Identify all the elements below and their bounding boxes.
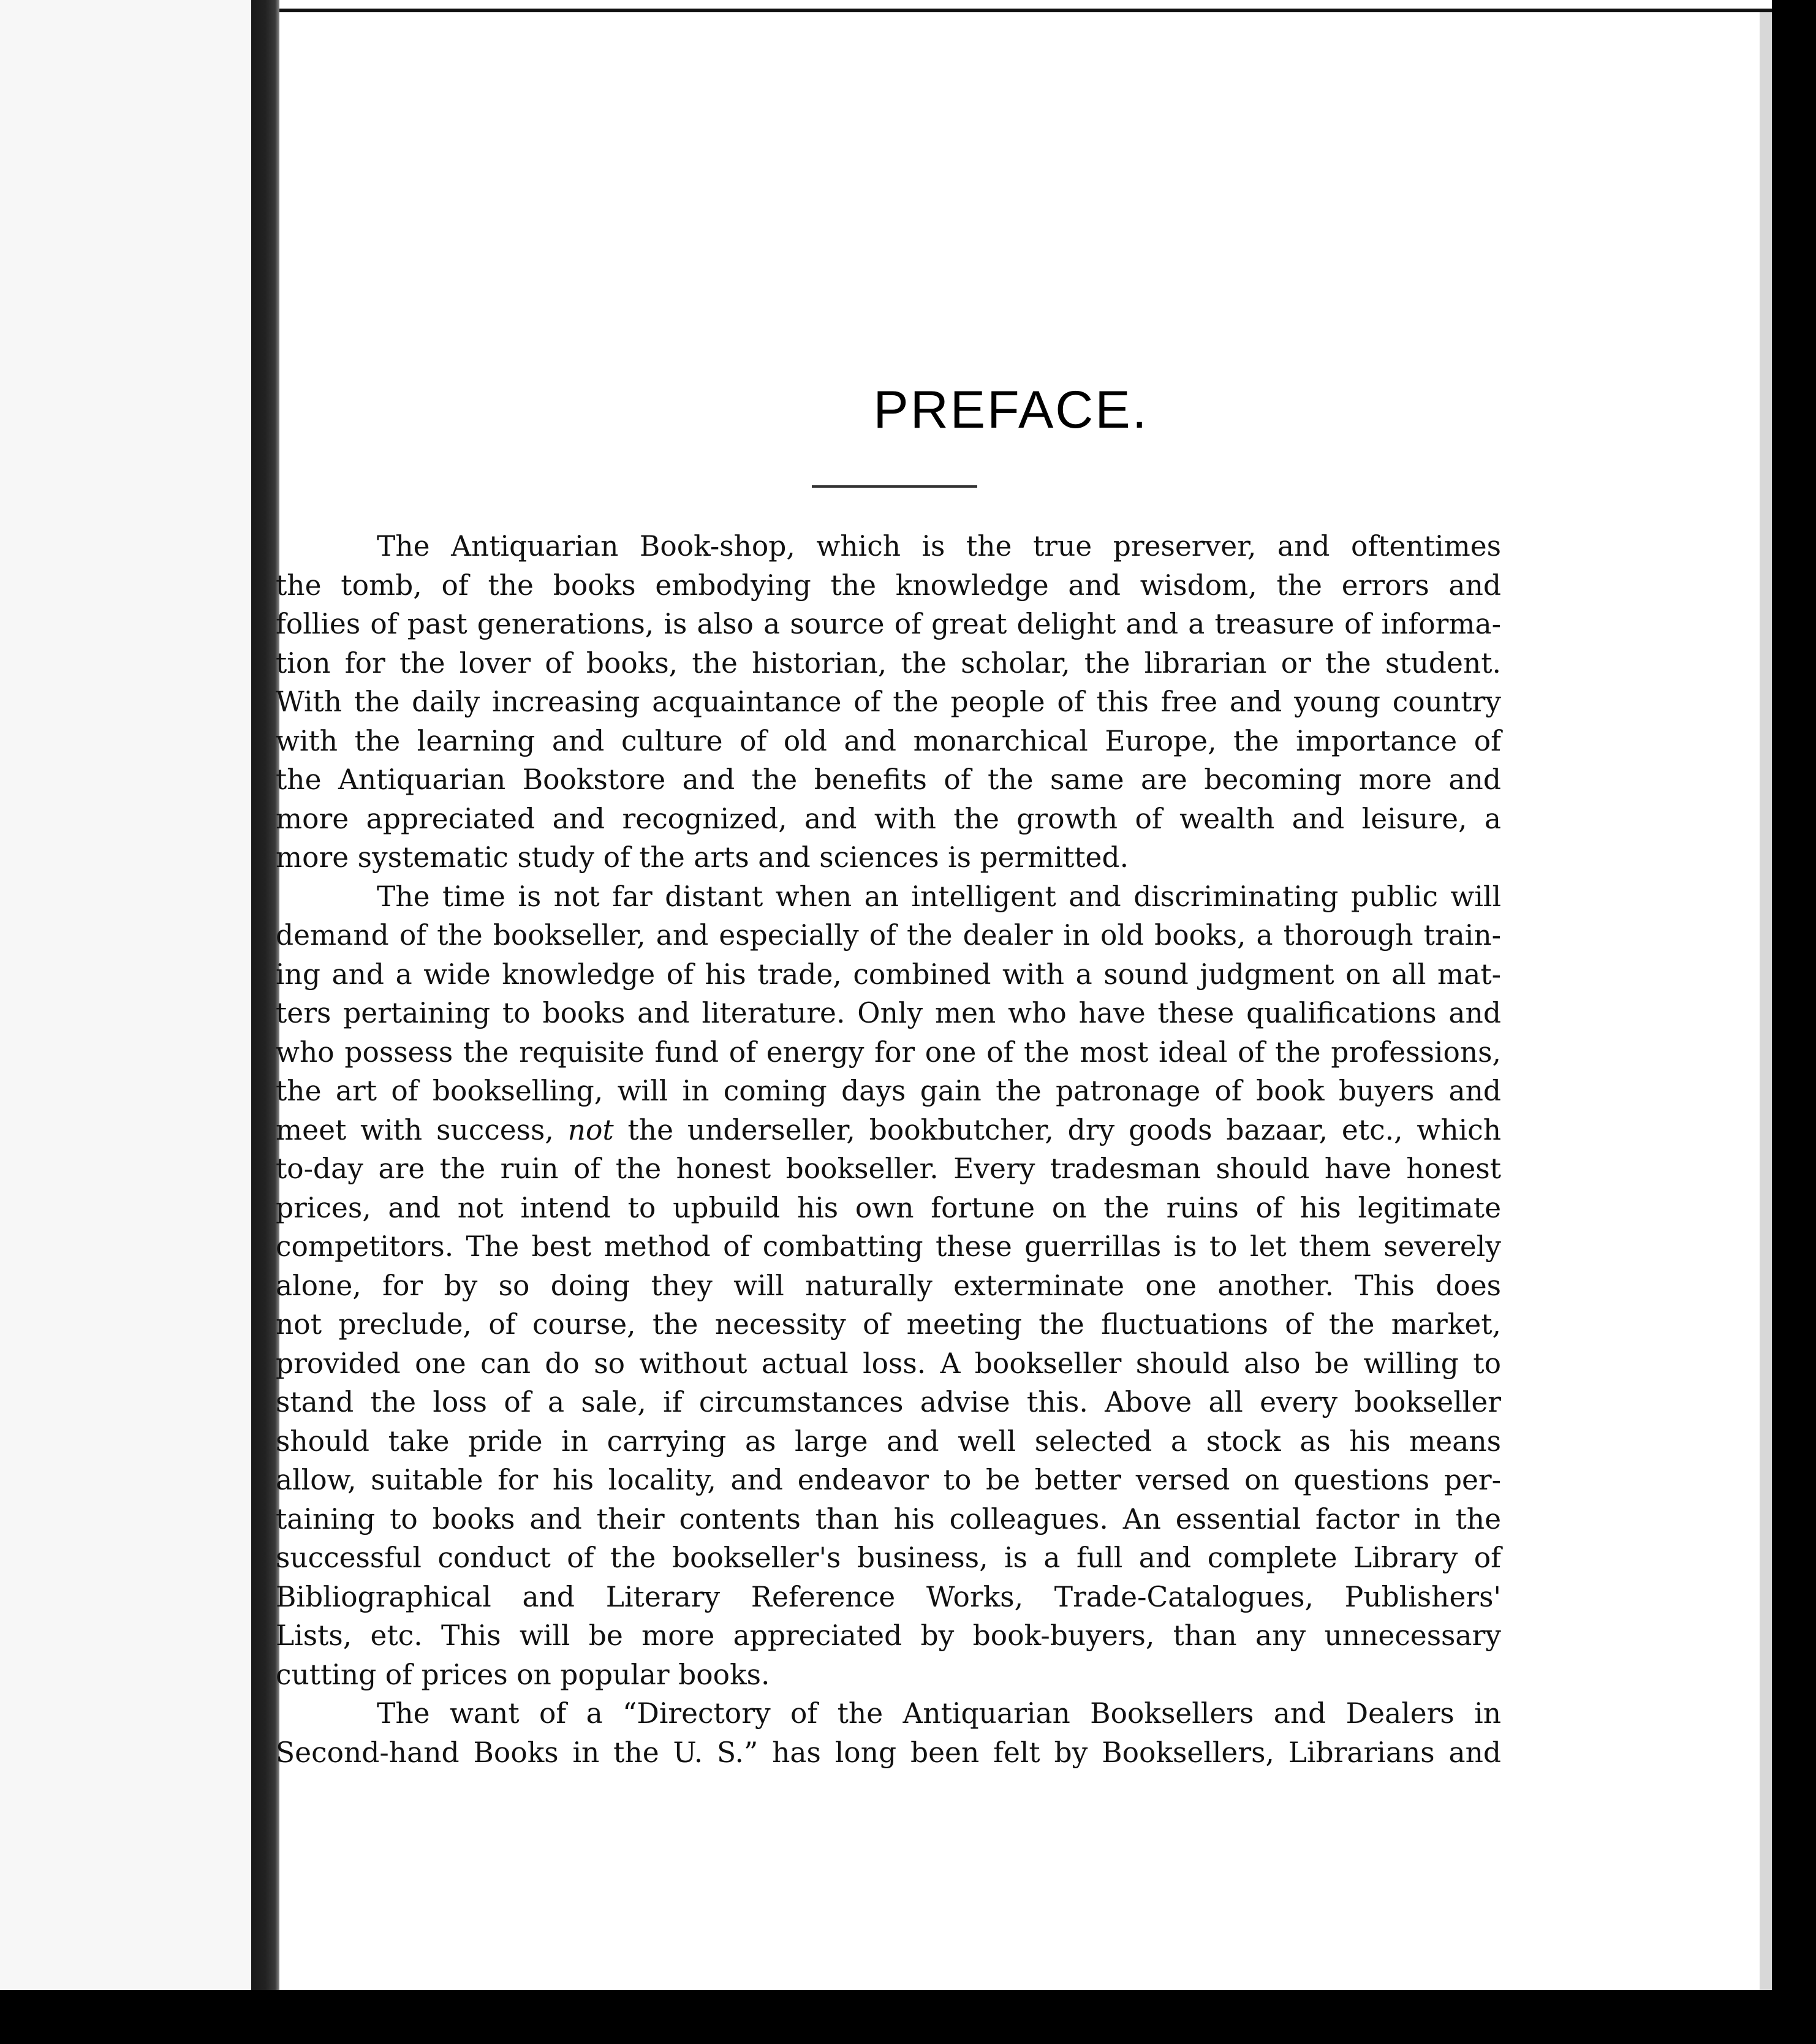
paragraph-2-line-3: ing and a wide knowledge of his trade, combined with a sound judgment on all mat- <box>276 958 1501 991</box>
paragraph-2-line-19: Bibliographical and Literary Reference Works, Trade-Catalogues, Publishers' <box>276 1580 1501 1613</box>
paragraph-2-line-21: cutting of prices on popular books. <box>276 1658 770 1691</box>
emphasis-word: not <box>567 1113 614 1146</box>
paragraph-2-line-5: who possess the requisite fund of energy for one of the most ideal of the professions, <box>276 1035 1501 1069</box>
page-title: PREFACE. <box>873 380 1149 439</box>
paragraph-2-line-12: not preclude, of course, the necessity of meeting the fluctuations of the market, <box>276 1308 1501 1341</box>
paragraph-1-line-9: more systematic study of the arts and sciences is permitted. <box>276 841 1129 874</box>
paragraph-2-line-8: to-day are the ruin of the honest bookseller. Every tradesman should have honest <box>276 1153 1501 1185</box>
paragraph-1-line-3: follies of past generations, is also a source of great delight and a treasure of informa- <box>276 608 1501 640</box>
paragraph-3-line-1: The want of a “Directory of the Antiquarian Booksellers and Dealers in <box>377 1697 1501 1730</box>
paragraph-2-line-15: should take pride in carrying as large and well selected a stock as his means <box>276 1425 1501 1458</box>
paragraph-3-line-2: Second-hand Books in the U. S.” has long been felt by Booksellers, Librarians and <box>276 1736 1501 1769</box>
preface-body <box>276 527 1501 1772</box>
left-page-margin <box>0 0 251 2044</box>
paragraph-1-line-1: The Antiquarian Book-shop, which is the true preserver, and oftentimes <box>377 530 1501 562</box>
paragraph-2-line-10: competitors. The best method of combatting these guerrillas is to let them severely <box>276 1230 1501 1263</box>
paragraph-2-line-4: ters pertaining to books and literature. Only men who have these qualifications and <box>276 997 1501 1029</box>
paragraph-2-line-16: allow, suitable for his locality, and endeavor to be better versed on questions per- <box>276 1464 1501 1496</box>
paragraph-2-line-13: provided one can do so without actual loss. A bookseller should also be willing to <box>276 1347 1501 1380</box>
paragraph-2-line-11: alone, for by so doing they will naturally exterminate one another. This does <box>276 1269 1501 1302</box>
paragraph-1-line-8: more appreciated and recognized, and with the growth of wealth and leisure, a <box>276 802 1501 835</box>
title-underline-rule <box>812 485 977 488</box>
paragraph-1-line-7: the Antiquarian Bookstore and the benefits of the same are becoming more and <box>276 763 1501 796</box>
paragraph-1-line-2: the tomb, of the books embodying the knowledge and wisdom, the errors and <box>276 569 1501 602</box>
paragraph-2-line-1: The time is not far distant when an intelligent and discriminating public will <box>377 880 1501 913</box>
scan-border-bottom <box>0 1990 1816 2044</box>
paragraph-2-line-20: Lists, etc. This will be more appreciated by book-buyers, than any unnecessary <box>276 1619 1501 1652</box>
paragraph-2-line-17: taining to books and their contents than his colleagues. An essential factor in the <box>276 1502 1501 1535</box>
paragraph-2-line-14: stand the loss of a sale, if circumstances advise this. Above all every bookseller <box>276 1386 1501 1418</box>
paragraph-2-line-18: successful conduct of the bookseller's business, is a full and complete Library of <box>276 1542 1501 1574</box>
page-edge-shadow <box>1760 12 1772 1990</box>
paragraph-1-line-6: with the learning and culture of old and monarchical Europe, the importance of <box>276 724 1501 757</box>
paragraph-2-line-2: demand of the bookseller, and especially of the dealer in old books, a thorough train- <box>276 919 1501 952</box>
paragraph-1-line-4: tion for the lover of books, the historian, the scholar, the librarian or the student. <box>276 646 1501 679</box>
paragraph-2-line-7: meet with success, not the underseller, bookbutcher, dry goods bazaar, etc., which <box>276 1113 1502 1146</box>
paragraph-2-line-6: the art of bookselling, will in coming days gain the patronage of book buyers and <box>276 1075 1501 1107</box>
paragraph-2-line-9: prices, and not intend to upbuild his own fortune on the ruins of his legitimate <box>276 1191 1501 1224</box>
scan-border-right <box>1772 0 1816 2044</box>
paragraph-1-line-5: With the daily increasing acquaintance of the people of this free and young country <box>276 686 1501 718</box>
